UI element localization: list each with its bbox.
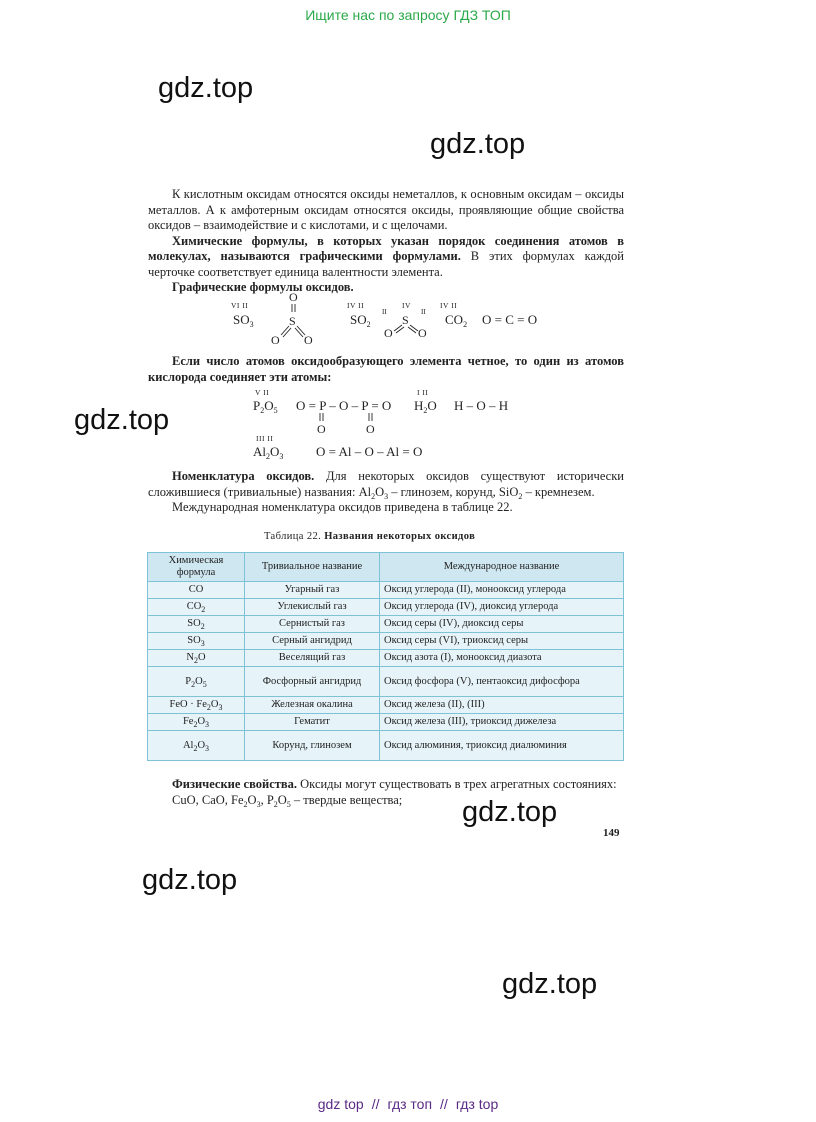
nomenclature-text: Номенклатура оксидов. Для некоторых оксидов существуют исторически сложившиеся (тривиальные) названия: $Al_2O_3$ – глинозем, корунд, SiO$_2$ – кремнезем. (148, 469, 624, 501)
svg-text:S: S (402, 313, 409, 327)
formula-h2o: $H_2O$ (414, 398, 437, 415)
cell-formula: $CO_2$ (148, 599, 245, 616)
cell-trivial: Фосфорный ангидрид (245, 667, 380, 697)
nomenclature-part: – кремнезем. (522, 484, 595, 499)
cell-international: Оксид серы (IV), диоксид серы (380, 616, 624, 633)
footer-links (0, 1096, 816, 1112)
page-number: 149 (603, 827, 620, 839)
solids-part: , P (260, 792, 274, 807)
nomenclature-part: Для некоторых оксидов существуют исторически сложившиеся (тривиальные) названия: Al (148, 469, 624, 499)
search-banner[interactable]: Ищите нас по запросу ГДЗ ТОП (305, 7, 511, 23)
table-row (148, 582, 624, 599)
svg-text:O: O (317, 422, 326, 436)
paragraph-text: К кислотным оксидам относятся оксиды неметаллов, к основным оксидам – оксиды металлов. А к амфотерным оксидам относятся оксиды, проявляющие общие свойства оксидов – взаимодействие и с кислотами, и с щелочами. (148, 187, 624, 232)
cell-formula: $Al_2O_3$ (148, 731, 245, 761)
cell-international: Оксид углерода (IV), диоксид углерода (380, 599, 624, 616)
cell-international: Оксид фосфора (V), пентаоксид дифосфора (380, 667, 624, 697)
solids-line: CuO, CaO, $Fe_2O_3$, $P_2O_5$ – твердые вещества; (172, 792, 403, 809)
cell-formula: $P_2O_5$ (148, 667, 245, 697)
svg-text:O: O (289, 290, 298, 304)
table-header-row (148, 553, 624, 582)
header-formula: Химическая формула (148, 553, 245, 582)
svg-text:S: S (289, 314, 296, 328)
valence-label: III II (256, 434, 274, 443)
caption-title: Названия некоторых оксидов (324, 531, 476, 542)
paragraph-text: Если число атомов оксидообразующего элемента четное, то один из атомов кислорода соединяет эти атомы: (148, 354, 624, 384)
valence-label: V II (255, 388, 270, 397)
table-row (148, 667, 624, 697)
cell-trivial: Корунд, глинозем (245, 731, 380, 761)
p2o5-double-bonds (312, 411, 382, 437)
so2-structure (382, 306, 432, 340)
nomenclature-bold: Номенклатура оксидов. (172, 469, 315, 483)
formula-so2 (350, 312, 371, 328)
valence-label: IV (402, 301, 411, 310)
cell-international: Оксид алюминия, триоксид диалюминия (380, 731, 624, 761)
cell-formula: $Fe_2O_3$ (148, 714, 245, 731)
header-trivial: Тривиальное название (245, 553, 380, 582)
co2-graphic: O = C = O (482, 312, 538, 327)
cell-trivial: Углекислый газ (245, 599, 380, 616)
watermark: gdz.top (462, 796, 558, 828)
h2o-graphic: H – O – H (454, 398, 509, 413)
graphic-heading: Графические формулы оксидов. (172, 280, 354, 294)
paragraph-even-atoms (148, 354, 624, 385)
svg-text:O: O (366, 422, 375, 436)
physical-rest: Оксиды могут существовать в трех агрегатных состояниях: (297, 777, 617, 791)
table-row (148, 633, 624, 650)
cell-international: Оксид серы (VI), триоксид серы (380, 633, 624, 650)
table-row (148, 616, 624, 633)
cell-international: Оксид углерода (II), монооксид углерода (380, 582, 624, 599)
footer-link[interactable]: гдз топ (387, 1096, 433, 1112)
svg-text:O: O (384, 326, 393, 340)
p2o5-graphic: O = P – O – P = O (296, 398, 392, 413)
table-caption (264, 531, 475, 542)
cell-trivial: Сернистый газ (245, 616, 380, 633)
footer-link[interactable]: гдз top (455, 1096, 499, 1112)
formula-sub: 3 (249, 320, 254, 329)
formula-sub: 2 (366, 320, 371, 329)
formula-al2o3: $Al_2O_3$ (253, 444, 284, 461)
footer-separator: // (371, 1096, 380, 1112)
oxide-names-table (147, 552, 624, 761)
al2o3-graphic: O = Al – O – Al = O (316, 444, 423, 459)
watermark: gdz.top (502, 968, 598, 1000)
cell-trivial: Гематит (245, 714, 380, 731)
cell-international: Оксид железа (III), триоксид дижелеза (380, 714, 624, 731)
solids-part: – твердые вещества; (290, 792, 403, 807)
table-reference: Международная номенклатура оксидов приведена в таблице 22. (172, 500, 513, 514)
paragraph-oxide-types (148, 187, 624, 296)
caption-label: Таблица 22. (264, 531, 322, 542)
physical-text (148, 777, 624, 793)
paragraph-physical-properties (148, 777, 624, 808)
svg-text:O: O (271, 333, 280, 346)
svg-text:O: O (304, 333, 313, 346)
paragraph-graphic-formulas (148, 234, 624, 281)
table-row (148, 714, 624, 731)
valence-label: I II (417, 388, 429, 397)
formula-text: CO (445, 312, 464, 327)
svg-text:II: II (421, 308, 426, 316)
formula-text: SO (350, 312, 367, 327)
table-row (148, 731, 624, 761)
valence-label: IV II (347, 301, 365, 310)
header-international: Международное название (380, 553, 624, 582)
watermark: gdz.top (142, 864, 238, 896)
so3-structure (266, 290, 318, 346)
cell-trivial: Серный ангидрид (245, 633, 380, 650)
watermark: gdz.top (158, 72, 254, 104)
table-row (148, 650, 624, 667)
solids-part: CuO, CaO, Fe (172, 792, 244, 807)
formula-sub: 2 (463, 320, 468, 329)
svg-text:O: O (418, 326, 427, 340)
cell-formula: FeO · $Fe_2O_3$ (148, 697, 245, 714)
footer-link[interactable]: gdz top (317, 1096, 364, 1112)
cell-formula: CO (148, 582, 245, 599)
definition-rest: В этих формулах каждой черточке соответствует единица валентности элемента. (148, 249, 625, 279)
footer-separator: // (440, 1096, 448, 1112)
formula-p2o5: $P_2O_5$ (253, 398, 278, 415)
cell-formula: $N_2O$ (148, 650, 245, 667)
physical-bold: Физические свойства. (172, 777, 298, 791)
formula-text: SO (233, 312, 250, 327)
cell-trivial: Угарный газ (245, 582, 380, 599)
svg-text:II: II (382, 308, 387, 316)
definition-bold: Химические формулы, в которых указан порядок соединения атомов в молекулах, называются графическими формулами. (148, 233, 624, 263)
cell-trivial: Веселящий газ (245, 650, 380, 667)
cell-international: Оксид железа (II), (III) (380, 697, 624, 714)
table-row (148, 697, 624, 714)
formula-so3 (233, 312, 254, 328)
paragraph-nomenclature (148, 469, 624, 516)
watermark: gdz.top (430, 128, 526, 160)
valence-label: VI II (231, 301, 249, 310)
formula-co2 (445, 312, 467, 328)
table-row (148, 599, 624, 616)
cell-international: Оксид азота (I), монооксид диазота (380, 650, 624, 667)
cell-trivial: Железная окалина (245, 697, 380, 714)
valence-label: IV II (440, 301, 458, 310)
nomenclature-part: – глинозем, корунд, SiO (388, 484, 519, 499)
cell-formula: $SO_3$ (148, 633, 245, 650)
cell-formula: $SO_2$ (148, 616, 245, 633)
watermark: gdz.top (74, 404, 170, 436)
